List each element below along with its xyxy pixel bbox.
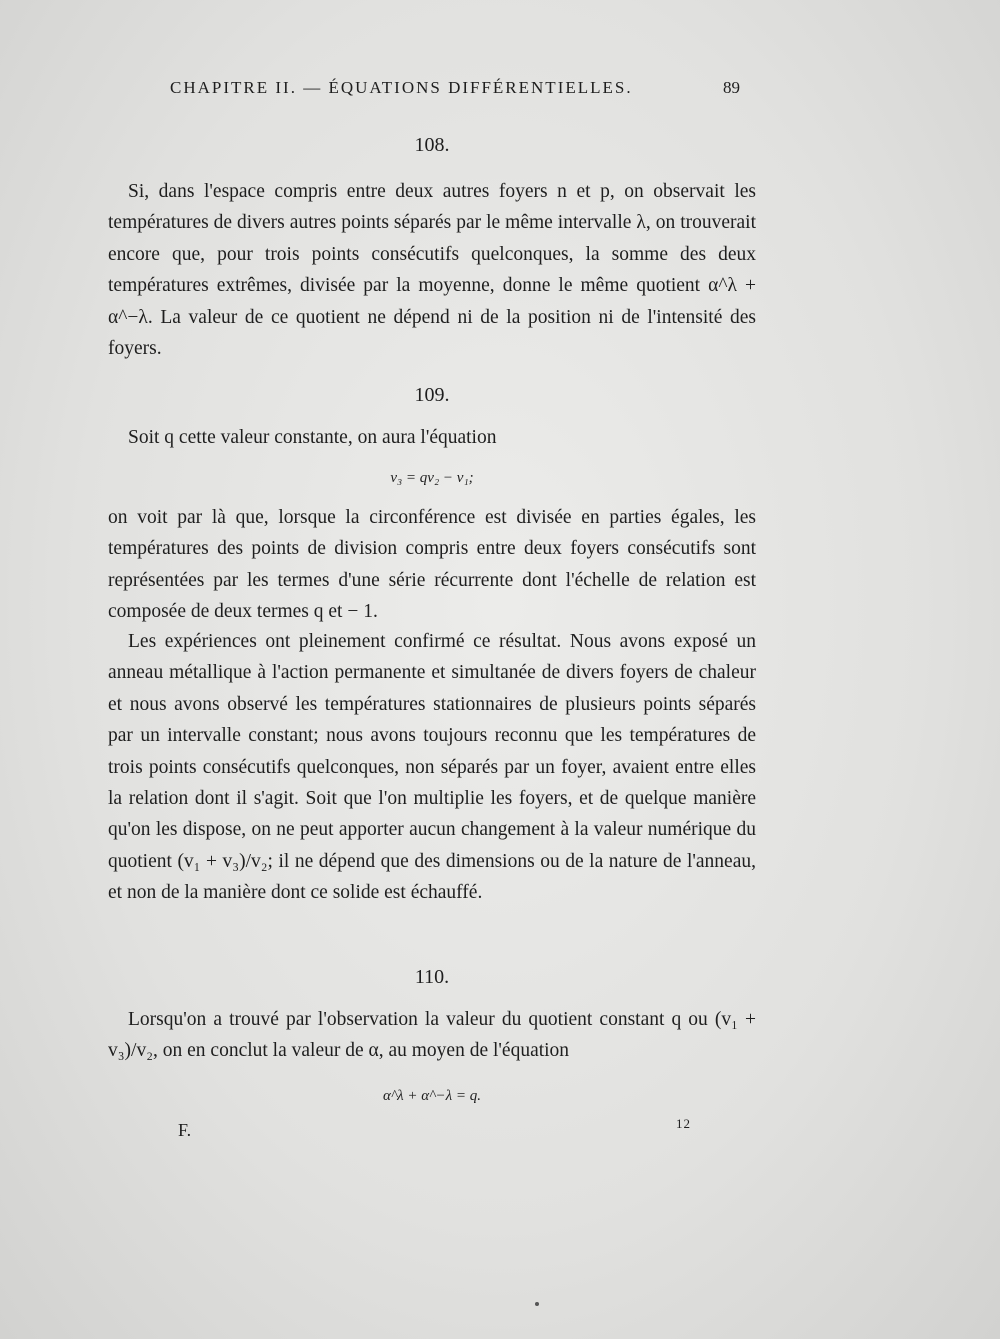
paragraph-109-series: on voit par là que, lorsque la circonférence est divisée en parties égales, les températures des points de division compris entre deux foyers consécutifs sont représentées par les termes d'une série récurrente dont l'échelle de relation est composée de deux termes q et − 1. [108, 507, 756, 623]
page-number: 89 [723, 78, 740, 97]
equation-recurrence: v₃ = qv₂ − v₁; [390, 470, 474, 486]
paragraph-110: Lorsqu'on a trouvé par l'observation la valeur du quotient constant q ou (v₁ + v₃)/v₂, on en conclut la valeur de α, au moyen de l'équation [108, 1009, 756, 1062]
paragraph-108: Si, dans l'espace compris entre deux autres foyers n et p, on observait les températures de divers autres points séparés par le même intervalle λ, on trouverait encore que, pour trois points consécutifs quelconques, la somme des deux températures extrêmes, divisée par la moyenne, donne le même quotient α^λ + α^−λ. La valeur de ce quotient ne dépend ni de la position ni de l'intensité des foyers. [108, 181, 756, 360]
ink-speck [535, 1302, 539, 1306]
paragraph-109-experiments: Les expériences ont pleinement confirmé ce résultat. Nous avons exposé un anneau métallique à l'action permanente et simultanée de divers foyers de chaleur et nous avons observé les températures stationnaires de plusieurs points séparés par un intervalle constant; nous avons toujours reconnu que les températures de trois points consécutifs quelconques, non séparés par un foyer, avaient entre elles la relation dont il s'agit. Soit que l'on multiplie les foyers, et de quelque manière qu'on les dispose, on ne peut apporter aucun changement à la valeur numérique du quotient (v₁ + v₃)/v₂; il ne dépend que des dimensions ou de la nature de l'anneau, et non de la manière dont ce solide est échauffé. [108, 631, 756, 904]
sheet-number: 12 [676, 1116, 691, 1131]
section-number-109: 109. [414, 384, 450, 406]
section-number-110: 110. [414, 966, 450, 988]
equation-alpha: α^λ + α^−λ = q. [382, 1088, 481, 1104]
signature-mark: F. [178, 1120, 192, 1140]
paragraph-109-intro: Soit q cette valeur constante, on aura l'équation [128, 427, 497, 448]
section-number-108: 108. [414, 134, 450, 156]
chapter-title: CHAPITRE II. — ÉQUATIONS DIFFÉRENTIELLES. [170, 78, 633, 97]
